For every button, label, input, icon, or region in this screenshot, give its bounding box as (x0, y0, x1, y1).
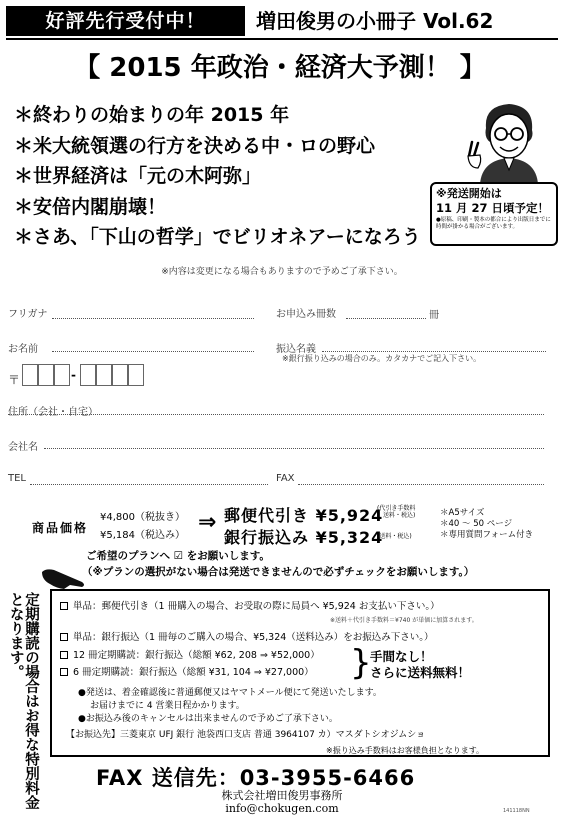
quantity-unit: 冊 (429, 310, 439, 321)
price-label: 商品価格 (32, 521, 89, 535)
shipping-date-box (430, 182, 558, 246)
bank-account: 【お振込先】三菱東京 UFJ 銀行 池袋西口支店 普通 3964107 カ）マスダトシオジムショ (66, 730, 426, 740)
content-change-notice: ※内容は変更になる場合もありますので予めご了承下さい。 (161, 267, 403, 277)
header-title: 増田俊男の小冊子 Vol.62 (256, 9, 494, 33)
name-field[interactable] (52, 351, 254, 352)
plan-option-label: 単品：郵便代引き（1 冊購入の場合、お受取の際に局員へ ¥5,924 お支払い下さい。） (73, 601, 440, 612)
shipping-info: ●発送は、着金確認後に普通郵便又はヤマトメール便にて発送いたします。 (78, 688, 382, 698)
bank-price-note: (送料・税込) (377, 533, 412, 540)
plan-option-label: 12 冊定期購読：銀行振込（総額 ¥62, 208 ⇒ ¥52,000） (73, 650, 320, 661)
headline-item: ＊安倍内閣崩壊！ (14, 195, 167, 218)
shipping-line-2: 11 月 27 日頃予定！ (436, 201, 550, 215)
cod-price: 郵便代引き ¥5,924 (224, 506, 384, 525)
address-label: 住所（会社・自宅） (8, 407, 98, 418)
choose-plan-warning: （※プランの選択がない場合は発送できませんので必ずチェックをお願いします。） (82, 566, 475, 578)
postal-digit-box[interactable] (96, 364, 112, 386)
postal-digit-box[interactable] (38, 364, 54, 386)
spec-form: ＊専用質問フォーム付き (440, 530, 534, 540)
plan-checkbox[interactable] (60, 633, 68, 641)
headline-item: ＊終わりの始まりの年 2015 年 (14, 104, 290, 126)
header-badge: 好評先行受付中！ (6, 6, 245, 36)
plan-option-cod[interactable] (60, 600, 440, 613)
tel-label: TEL (8, 473, 26, 484)
company-email[interactable]: info@chokugen.com (225, 802, 339, 815)
plan-checkbox[interactable] (60, 602, 68, 610)
postal-dash: - (71, 368, 76, 382)
plan-cod-note: ※送料＋代引き手数料＝¥740 が単価に加算されます。 (330, 617, 478, 624)
header-rule (6, 38, 558, 40)
transfer-name-note: ※銀行振り込みの場合のみ。カタカナでご記入下さい。 (282, 354, 482, 363)
company-name: 株式会社増田俊男事務所 (221, 789, 343, 802)
plan-option-6-issues[interactable] (60, 666, 314, 679)
postal-mark: 〒 (8, 373, 21, 387)
headline-item: ＊米大統領選の行方を決める中・ロの野心 (14, 134, 376, 157)
transfer-name-field[interactable] (322, 351, 546, 352)
free-shipping-line-2: さらに送料無料！ (370, 665, 471, 680)
plan-option-12-issues[interactable] (60, 649, 320, 662)
spec-pages: ＊40 ～ 50 ページ (440, 519, 513, 529)
price-incl-tax: ¥5,184（税込み） (100, 530, 185, 541)
cod-note-1: (代引き手数料 (377, 505, 416, 512)
plan-brace: } (350, 643, 372, 683)
fax-label: FAX (276, 473, 295, 484)
postal-digit-box[interactable] (128, 364, 144, 386)
pointing-hand-icon (40, 566, 86, 590)
furigana-label: フリガナ (8, 309, 48, 320)
free-shipping-line-1: 手間なし！ (370, 649, 433, 664)
plan-checkbox[interactable] (60, 651, 68, 659)
plan-checkbox[interactable] (60, 668, 68, 676)
company-field[interactable] (44, 448, 544, 449)
price-excl-tax: ¥4,800（税抜き） (100, 512, 185, 523)
quantity-field[interactable] (346, 318, 426, 319)
plan-option-bank-single[interactable] (60, 631, 434, 644)
name-label: お名前 (8, 344, 38, 355)
furigana-field[interactable] (52, 318, 254, 319)
bank-fee-note: ※振り込み手数料はお客様負担となります。 (326, 746, 485, 755)
bank-price: 銀行振込み ¥5,324 (224, 528, 384, 547)
main-title: 【 2015 年政治・経済大予測！ 】 (74, 53, 486, 83)
address-field[interactable] (8, 414, 544, 415)
cod-note-2: 送料・税込) (383, 512, 416, 519)
fax-destination: FAX 送信先：03-3955-6466 (96, 766, 416, 790)
postal-digit-box[interactable] (54, 364, 70, 386)
company-label: 会社名 (8, 442, 38, 453)
headline-item: ＊世界経済は「元の木阿弥」 (14, 165, 262, 187)
document-code: 141118NN (503, 808, 530, 814)
fax-field[interactable] (298, 484, 544, 485)
company-info (0, 789, 564, 815)
tel-field[interactable] (30, 484, 268, 485)
headline-item: ＊さあ、「下山の哲学」でビリオネアーになろう (14, 226, 421, 248)
plan-selection-box (50, 589, 550, 757)
postal-digit-box[interactable] (112, 364, 128, 386)
shipping-line-1: ※発送開始は (436, 187, 502, 200)
choose-plan-instruction: ご希望のプランへ ☑ をお願いします。 (86, 550, 270, 562)
postal-digit-box[interactable] (80, 364, 96, 386)
subscription-side-text: 定期購読の場合はお得な特別料金となります。 (7, 592, 39, 810)
headline-list (14, 100, 454, 253)
author-caricature-icon (464, 98, 554, 184)
plan-option-label: 6 冊定期購読：銀行振込（総額 ¥31, 104 ⇒ ¥27,000） (73, 667, 314, 678)
spec-size: ＊A5サイズ (440, 508, 485, 518)
transfer-name-label: 振込名義 (276, 344, 316, 355)
quantity-label: お申込み冊数 (276, 309, 336, 320)
cancel-info: ●お振込み後のキャンセルは出来ませんので予めご了承下さい。 (78, 714, 338, 724)
postal-digit-box[interactable] (22, 364, 38, 386)
shipping-note: ●原稿、印刷・製本の都合により出版日までに時間が掛かる場合がございます。 (436, 217, 551, 230)
plan-option-label: 単品：銀行振込（1 冊毎のご購入の場合、¥5,324（送料込み）をお振込み下さい。） (73, 632, 434, 643)
right-arrow-icon: ⇒ (198, 510, 217, 535)
delivery-info: お届けまでに 4 営業日程かかります。 (90, 701, 245, 711)
